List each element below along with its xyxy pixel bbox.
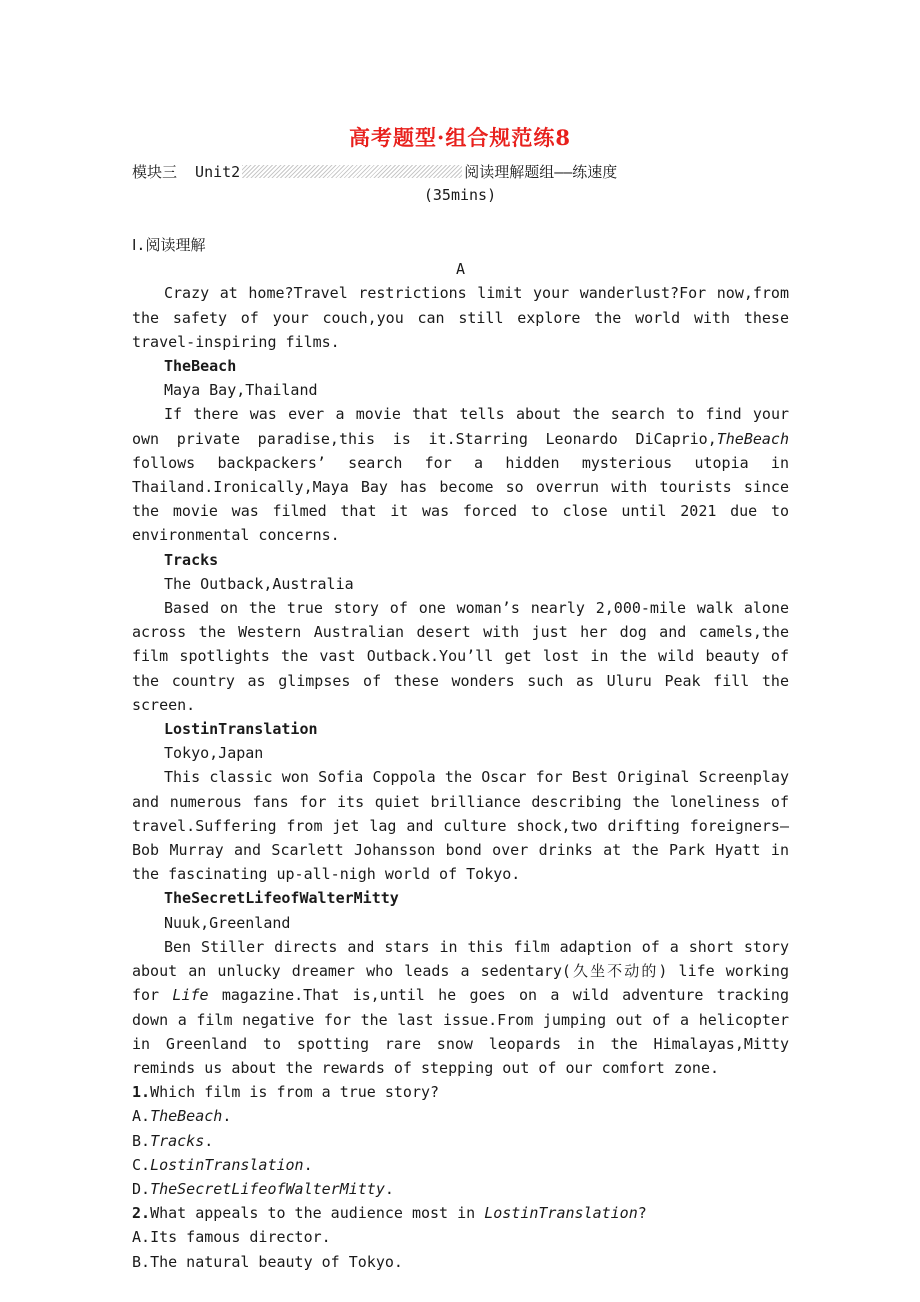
option-end: . [384,1179,394,1198]
film-text-part: Ben Stiller directs and stars in this film adaption of a short story about an unlucky dreamer who leads a sedentary(久坐不动的) life working for [132,937,789,1005]
module-subtitle [132,161,792,182]
film-text-italic: Life [172,986,209,1005]
answer-option[interactable] [132,1250,789,1274]
option-end: . [303,1155,313,1174]
reading-content [132,233,789,1274]
option-text: TheBeach [150,1107,223,1126]
module-suffix: 阅读理解题组——练速度 [464,163,618,181]
option-end: . [204,1131,214,1150]
option-text: The natural beauty of Tokyo. [150,1252,403,1271]
option-letter: B. [132,1131,151,1150]
option-letter: A. [132,1228,151,1247]
question [132,1201,789,1225]
film-text-part: magazine.That is,until he goes on a wild adventure tracking down a film negative for the last issue.From jumping out of a helicopter in Greenland to spotting rare snow leopards in the Himalayas,Mitty reminds us about the rewards of stepping out of our comfort zone. [132,986,789,1077]
film-description [132,402,789,547]
film-title: Tracks [164,550,219,569]
module-prefix: 模块三 Unit2 [132,163,241,181]
film-text-part: If there was ever a movie that tells about the search to find your own private paradise,this is it.Starring Leonardo DiCaprio, [132,405,789,448]
film-description: Based on the true story of one woman’s nearly 2,000-mile walk alone across the Western Australian desert with just her dog and camels,the film spotlights the vast Outback.You’ll get lost in the wild beauty of the country as glimpses of these wonders such as Uluru Peak fill the screen. [132,599,789,714]
option-text: LostinTranslation [150,1155,304,1174]
question-number: 2. [132,1204,151,1223]
option-text: Its famous director. [150,1228,331,1247]
answer-option[interactable] [132,1153,789,1177]
question-text-end: ? [637,1204,647,1223]
intro-paragraph: Crazy at home?Travel restrictions limit your wanderlust?For now,from the safety of your couch,you can still explore the world with these travel-inspiring films. [132,284,789,351]
question [132,1080,789,1104]
film-location: Maya Bay,Thailand [164,381,318,400]
option-end: . [222,1107,232,1126]
film-title: TheBeach [164,357,237,376]
hatched-placeholder [242,165,462,178]
question-number: 1. [132,1083,151,1102]
option-text: Tracks [150,1131,205,1150]
option-letter: C. [132,1155,151,1174]
question-text: Which film is from a true story? [150,1083,440,1102]
film-title: TheSecretLifeofWalterMitty [164,889,399,908]
answer-option[interactable] [132,1177,789,1201]
film-location: Nuuk,Greenland [164,913,291,932]
answer-option[interactable] [132,1129,789,1153]
option-letter: D. [132,1179,151,1198]
question-text-italic: LostinTranslation [484,1204,638,1223]
answer-option[interactable] [132,1104,789,1128]
section-heading: Ⅰ.阅读理解 [132,236,206,254]
film-location: The Outback,Australia [164,574,354,593]
film-text-italic: TheBeach [716,429,789,448]
passage-label: A [455,260,466,279]
film-text-part: follows backpackers’ search for a hidden mysterious utopia in Thailand.Ironically,Maya Bay has become so overrun with tourists since the movie was filmed that it was forced to close until 2021 due to environmental concerns. [132,453,789,545]
time-limit: (35mins) [423,186,497,204]
question-text: What appeals to the audience most in [150,1204,485,1223]
film-description: This classic won Sofia Coppola the Oscar for Best Original Screenplay and numerous fans for its quiet brilliance describing the loneliness of travel.Suffering from jet lag and culture shock,two drifting foreigners—Bob Murray and Scarlett Johansson bond over drinks at the Park Hyatt in the fascinating up-all-nigh world of Tokyo. [132,768,789,884]
option-letter: B. [132,1252,151,1271]
option-text: TheSecretLifeofWalterMitty [150,1179,385,1198]
film-location: Tokyo,Japan [164,744,264,763]
film-title: LostinTranslation [164,720,318,739]
page-title: 高考题型·组合规范练8 [349,125,571,150]
answer-option[interactable] [132,1225,789,1249]
film-description [132,935,789,1080]
option-letter: A. [132,1107,151,1126]
